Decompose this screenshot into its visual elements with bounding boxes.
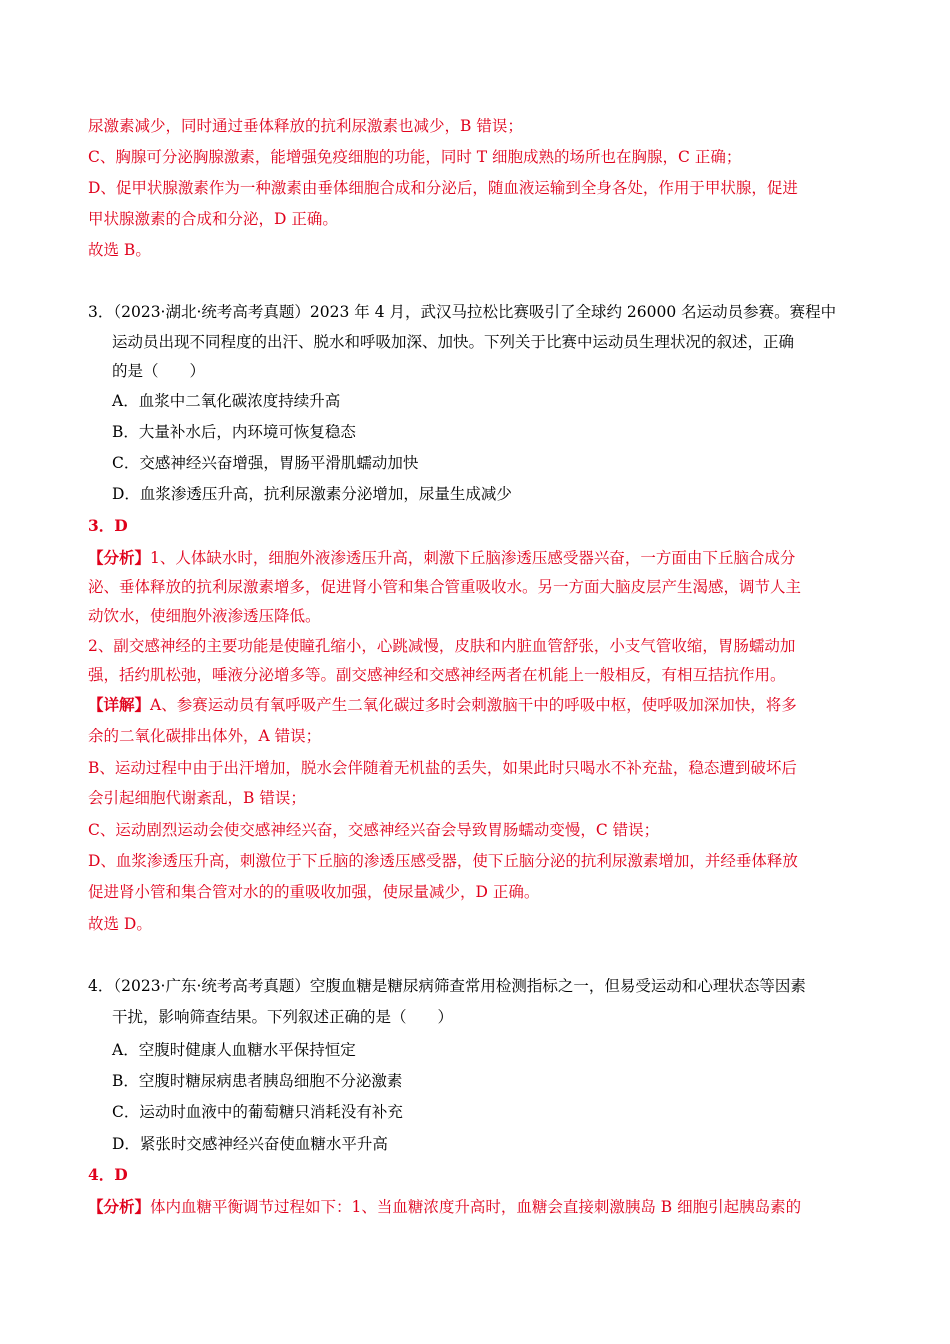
detail-text: A、参赛运动员有氧呼吸产生二氧化碳过多时会刺激脑干中的呼吸中枢，使呼吸加深加快，将多: [150, 696, 797, 714]
question-stem: 运动员出现不同程度的出汗、脱水和呼吸加深、加快。下列关于比赛中运动员生理状况的叙述，正确: [112, 333, 795, 351]
question-stem: 的是（ ）: [112, 362, 206, 380]
text-line: 尿激素减少，同时通过垂体释放的抗利尿激素也减少，B 错误；: [88, 117, 523, 135]
detail-line: C、运动剧烈运动会使交感神经兴奋，交感神经兴奋会导致胃肠蠕动变慢，C 错误；: [88, 821, 660, 839]
question-stem: 3．（2023·湖北·统考高考真题）2023 年 4 月，武汉马拉松比赛吸引了全球约 26000 名运动员参赛。赛程中: [88, 303, 837, 321]
question-option: B．空腹时糖尿病患者胰岛细胞不分泌激素: [112, 1072, 403, 1090]
analysis-line: 2、副交感神经的主要功能是使瞳孔缩小，心跳减慢，皮肤和内脏血管舒张，小支气管收缩，胃肠蠕动加: [88, 637, 796, 655]
answer: 3．D: [88, 516, 128, 535]
analysis-line: 强，括约肌松弛，唾液分泌增多等。副交感神经和交感神经两者在机能上一般相反，有相互拮抗作用。: [88, 666, 786, 684]
analysis-line: 泌、垂体释放的抗利尿激素增多，促进肾小管和集合管重吸收水。另一方面大脑皮层产生渴感，调节人主: [88, 578, 802, 596]
detail-tag: 【详解】: [88, 695, 151, 714]
analysis-tag: 【分析】: [88, 548, 151, 567]
detail-line: B、运动过程中由于出汗增加，脱水会伴随着无机盐的丢失，如果此时只喝水不补充盐，稳态遭到破坏后: [88, 759, 797, 777]
detail-line: 故选 D。: [88, 915, 152, 933]
analysis-line: [88, 1197, 801, 1217]
detail-line: [88, 695, 797, 715]
question-option: D．血浆渗透压升高，抗利尿激素分泌增加，尿量生成减少: [112, 485, 512, 503]
question-stem: 4．（2023·广东·统考高考真题）空腹血糖是糖尿病筛查常用检测指标之一，但易受运动和心理状态等因素: [88, 977, 806, 995]
question-stem: 干扰，影响筛查结果。下列叙述正确的是（ ）: [112, 1008, 454, 1026]
detail-line: D、血浆渗透压升高，刺激位于下丘脑的渗透压感受器，使下丘脑分泌的抗利尿激素增加，并经垂体释放: [88, 852, 798, 870]
detail-line: 会引起细胞代谢紊乱，B 错误；: [88, 789, 306, 807]
question-option: C．交感神经兴奋增强，胃肠平滑肌蠕动加快: [112, 454, 419, 472]
question-option: C．运动时血液中的葡萄糖只消耗没有补充: [112, 1103, 403, 1121]
detail-line: 余的二氧化碳排出体外，A 错误；: [88, 727, 322, 745]
question-option: B．大量补水后，内环境可恢复稳态: [112, 423, 356, 441]
analysis-text: 1、人体缺水时，细胞外液渗透压升高，刺激下丘脑渗透压感受器兴奋，一方面由下丘脑合成分: [150, 549, 796, 567]
text-line: C、胸腺可分泌胸腺激素，能增强免疫细胞的功能，同时 T 细胞成熟的场所也在胸腺，C 正确；: [88, 148, 742, 166]
text-line: 故选 B。: [88, 241, 151, 259]
question-option: A．空腹时健康人血糖水平保持恒定: [112, 1041, 356, 1059]
analysis-tag: 【分析】: [88, 1197, 151, 1216]
text-line: D、促甲状腺激素作为一种激素由垂体细胞合成和分泌后，随血液运输到全身各处，作用于甲状腺，促进: [88, 179, 798, 197]
analysis-line: [88, 548, 795, 568]
answer: 4．D: [88, 1165, 128, 1184]
question-option: A．血浆中二氧化碳浓度持续升高: [112, 392, 341, 410]
detail-line: 促进肾小管和集合管对水的的重吸收加强，使尿量减少，D 正确。: [88, 883, 540, 901]
analysis-line: 动饮水，使细胞外液渗透压降低。: [88, 607, 321, 625]
analysis-text: 体内血糖平衡调节过程如下：1、当血糖浓度升高时，血糖会直接刺激胰岛 B 细胞引起胰岛素的: [150, 1198, 802, 1216]
text-line: 甲状腺激素的合成和分泌，D 正确。: [88, 210, 338, 228]
question-option: D．紧张时交感神经兴奋使血糖水平升高: [112, 1135, 388, 1153]
